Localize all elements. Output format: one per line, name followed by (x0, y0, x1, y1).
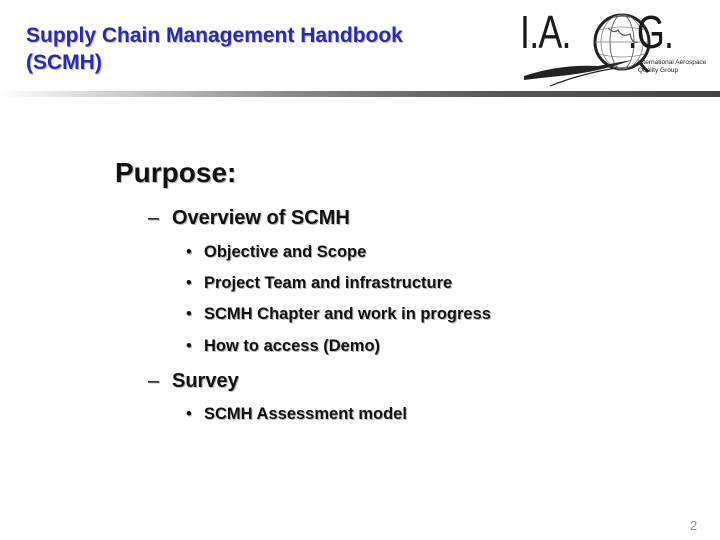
dash-bullet: – (148, 207, 160, 229)
title-line-1: Supply Chain Management Handbook (26, 24, 403, 47)
list-item: • SCMH Chapter and work in progress (186, 305, 491, 323)
iaqg-logo (520, 6, 716, 88)
bullet: • (186, 305, 192, 323)
header-divider (0, 91, 720, 97)
dash-bullet: – (148, 370, 160, 392)
section-label: Overview of SCMH (172, 207, 350, 229)
slide-title (26, 22, 496, 76)
list-item: • SCMH Assessment model (186, 405, 407, 423)
bullet: • (186, 243, 192, 261)
logo-wordmark: I.A. .G. (520, 6, 674, 58)
section-survey (148, 368, 239, 394)
list-item: • How to access (Demo) (186, 337, 381, 355)
page-number: 2 (690, 518, 698, 533)
section-label: Survey (172, 370, 239, 392)
bullet: • (186, 274, 192, 292)
bullet: • (186, 405, 192, 423)
list-item: • Objective and Scope (186, 243, 367, 261)
logo-subtitle: International Aerospace Quality Group (638, 59, 707, 74)
bullet: • (186, 337, 192, 355)
section-overview (148, 205, 350, 231)
list-item: • Project Team and infrastructure (186, 274, 453, 292)
title-line-2: (SCMH) (26, 51, 102, 74)
purpose-heading: Purpose: (115, 157, 237, 188)
